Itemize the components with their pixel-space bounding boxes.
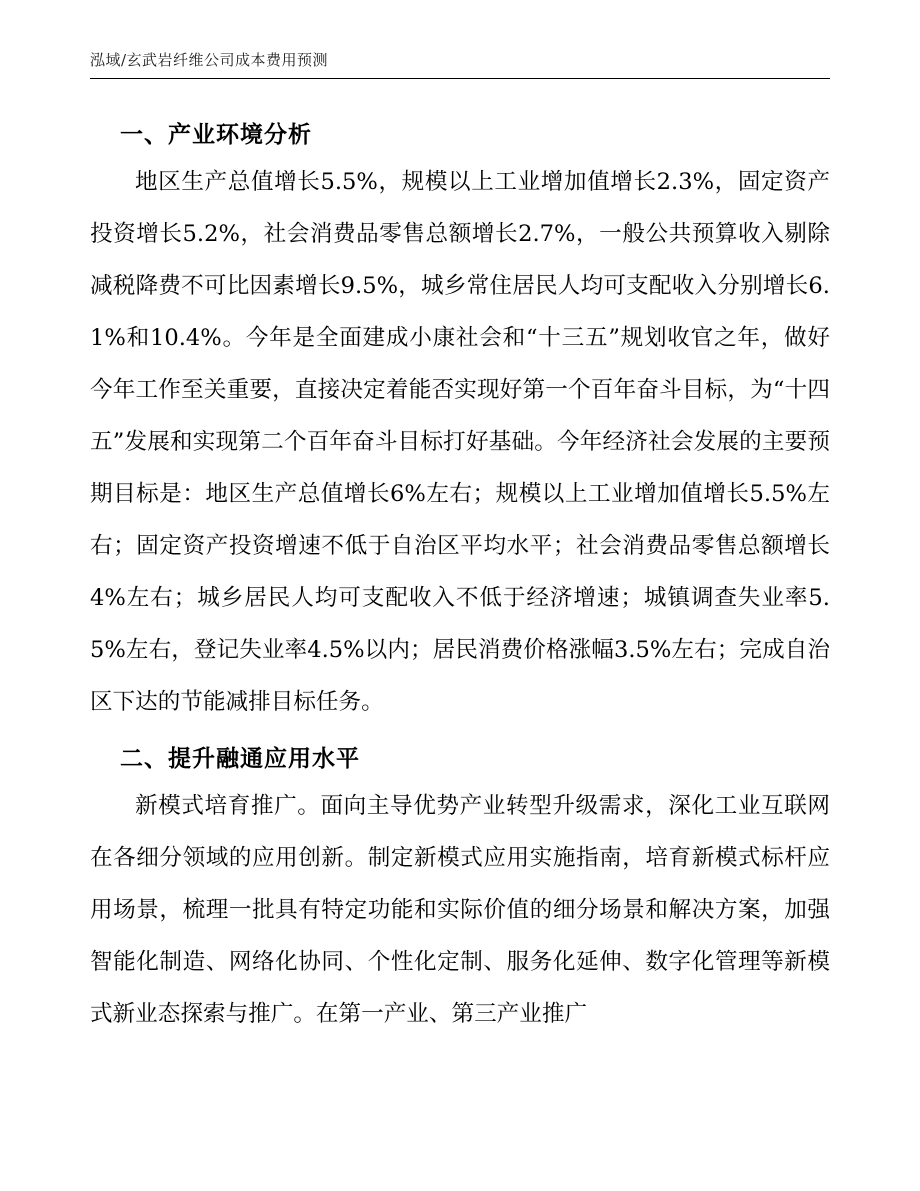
paragraph: 地区生产总值增长5.5%，规模以上工业增加值增长2.3%，固定资产投资增长5.2%，社会消费品零售总额增长2.7%，一般公共预算收入剔除减税降费不可比因素增长9.5%，城乡常住居民人均可支配收入分别增长6.1%和10.4%。今年是全面建成小康社会和“十三五”规划收官之年，做好今年工作至关重要，直接决定着能否实现好第一个百年奋斗目标，为“十四五”发展和实现第二个百年奋斗目标打好基础。今年经济社会发展的主要预期目标是：地区生产总值增长6%左右；规模以上工业增加值增长5.5%左右；固定资产投资增速不低于自治区平均水平；社会消费品零售总额增长4%左右；城乡居民人均可支配收入不低于经济增速；城镇调查失业率5.5%左右，登记失业率4.5%以内；居民消费价格涨幅3.5%左右；完成自治区下达的节能减排目标任务。 xyxy=(90,169,830,715)
paragraph: 新模式培育推广。面向主导优势产业转型升级需求，深化工业互联网在各细分领域的应用创新。制定新模式应用实施指南，培育新模式标杆应用场景，梳理一批具有特定功能和实际价值的细分场景和解决方案，加强智能化制造、网络化协同、个性化定制、服务化延伸、数字化管理等新模式新业态探索与推广。在第一产业、第三产业推广 xyxy=(90,793,830,1027)
section-integration-application xyxy=(90,744,830,1040)
section-heading: 一、产业环境分析 xyxy=(120,122,312,148)
section-industry-environment xyxy=(90,120,830,728)
header-divider xyxy=(90,78,830,79)
running-header: 泓域/玄武岩纤维公司成本费用预测 xyxy=(90,51,329,69)
section-heading: 二、提升融通应用水平 xyxy=(120,746,360,772)
document-body xyxy=(90,110,830,1040)
